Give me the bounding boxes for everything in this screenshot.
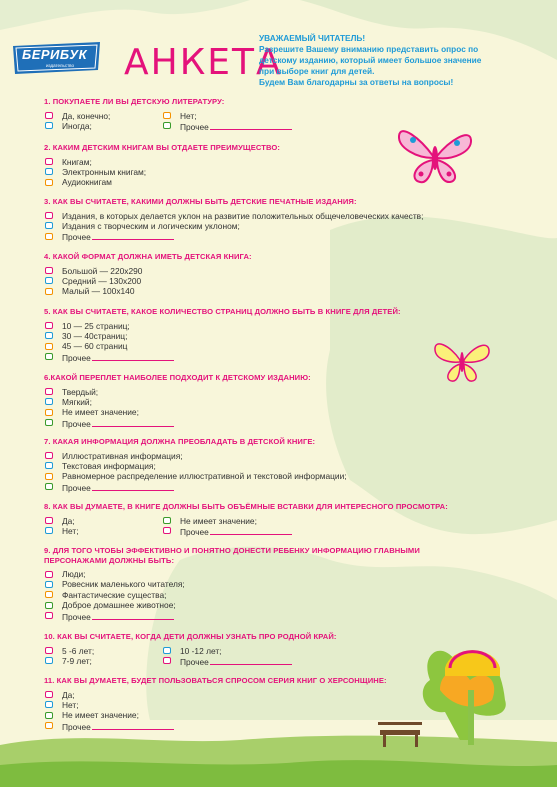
option-illustrative[interactable]: Иллюстративная информация;: [44, 451, 347, 461]
checkbox[interactable]: [45, 571, 53, 578]
option-10-12[interactable]: 10 -12 лет;: [162, 646, 292, 656]
option-hard[interactable]: Твердый;: [44, 387, 311, 397]
checkbox[interactable]: [45, 517, 53, 524]
checkbox[interactable]: [45, 712, 53, 719]
logo-text: БЕРИБУК: [22, 47, 88, 62]
checkbox[interactable]: [45, 332, 53, 339]
option-small[interactable]: Малый — 100х140: [44, 286, 252, 296]
checkbox[interactable]: [45, 322, 53, 329]
checkbox[interactable]: [45, 701, 53, 708]
option-no-matter[interactable]: Не имеет значение;: [44, 710, 387, 720]
checkbox[interactable]: [45, 353, 53, 360]
checkbox[interactable]: [45, 388, 53, 395]
greeting-line: детскому изданию, который имеет большое значение: [259, 55, 482, 65]
checkbox[interactable]: [45, 691, 53, 698]
checkbox[interactable]: [45, 343, 53, 350]
logo-subtitle: издательство: [46, 63, 74, 68]
checkbox[interactable]: [45, 473, 53, 480]
checkbox[interactable]: [45, 581, 53, 588]
option-yes[interactable]: Да;: [44, 516, 448, 526]
checkbox[interactable]: [45, 267, 53, 274]
question-text: 11. КАК ВЫ ДУМАЕТЕ, БУДЕТ ПОЛЬЗОВАТЬСЯ СПРОСОМ СЕРИЯ КНИГ О ХЕРСОНЩИНЕ:: [44, 676, 387, 685]
checkbox[interactable]: [45, 527, 53, 534]
option-other[interactable]: Прочее: [162, 121, 292, 132]
option-sometimes[interactable]: Иногда;: [44, 121, 224, 131]
butterfly-icon: [395, 118, 475, 190]
question-text: 6.КАКОЙ ПЕРЕПЛЕТ НАИБОЛЕЕ ПОДХОДИТ К ДЕТСКОМУ ИЗДАНИЮ:: [44, 373, 311, 382]
checkbox[interactable]: [45, 452, 53, 459]
greeting-line: Разрешите Вашему вниманию представить опрос по: [259, 44, 479, 54]
option-10-25[interactable]: 10 — 25 страниц;: [44, 321, 401, 331]
option-other[interactable]: Прочее: [162, 656, 292, 667]
option-other[interactable]: Прочее: [44, 231, 423, 242]
option-other[interactable]: Прочее: [162, 526, 292, 537]
checkbox[interactable]: [45, 647, 53, 654]
option-large[interactable]: Большой — 220х290: [44, 266, 252, 276]
publisher-logo: [10, 40, 103, 80]
option-ebooks[interactable]: Электронным книгам;: [44, 167, 280, 177]
checkbox[interactable]: [45, 158, 53, 165]
checkbox[interactable]: [45, 122, 53, 129]
checkbox[interactable]: [45, 179, 53, 186]
option-no[interactable]: Нет;: [44, 526, 448, 536]
other-answer-line[interactable]: [210, 121, 292, 130]
checkbox[interactable]: [45, 222, 53, 229]
checkbox[interactable]: [45, 462, 53, 469]
question-4: [44, 252, 252, 297]
checkbox[interactable]: [45, 602, 53, 609]
checkbox[interactable]: [163, 647, 171, 654]
checkbox[interactable]: [45, 233, 53, 240]
question-7: [44, 437, 347, 493]
option-creative-logical[interactable]: Издания с творческим и логическим уклоном;: [44, 221, 423, 231]
checkbox[interactable]: [45, 722, 53, 729]
question-text: 8. КАК ВЫ ДУМАЕТЕ, В КНИГЕ ДОЛЖНЫ БЫТЬ ОБЪЁМНЫЕ ВСТАВКИ ДЛЯ ИНТЕРЕСНОГО ПРОСМОТРА:: [44, 502, 448, 511]
question-text: 10. КАК ВЫ СЧИТАЕТЕ, КОГДА ДЕТИ ДОЛЖНЫ УЗНАТЬ ПРО РОДНОЙ КРАЙ:: [44, 632, 337, 641]
option-people[interactable]: Люди;: [44, 569, 484, 579]
other-answer-line[interactable]: [92, 231, 174, 240]
checkbox[interactable]: [45, 277, 53, 284]
option-books[interactable]: Книгам;: [44, 157, 280, 167]
option-other[interactable]: Прочее: [44, 482, 347, 493]
greeting-line: при выборе книг для детей.: [259, 66, 375, 76]
other-answer-line[interactable]: [92, 721, 174, 730]
option-pet[interactable]: Доброе домашнее животное;: [44, 600, 484, 610]
question-text: 5. КАК ВЫ СЧИТАЕТЕ, КАКОЕ КОЛИЧЕСТВО СТРАНИЦ ДОЛЖНО БЫТЬ В КНИГЕ ДЛЯ ДЕТЕЙ:: [44, 307, 401, 316]
other-answer-line[interactable]: [210, 526, 292, 535]
checkbox[interactable]: [163, 122, 171, 129]
checkbox[interactable]: [45, 591, 53, 598]
greeting-heading: УВАЖАЕМЫЙ ЧИТАТЕЛЬ!: [259, 33, 366, 43]
greeting-text: [259, 33, 549, 88]
question-text: 9. ДЛЯ ТОГО ЧТОБЫ ЭФФЕКТИВНО И ПОНЯТНО ДОНЕСТИ РЕБЕНКУ ИНФОРМАЦИЮ ГЛАВНЫМИ ПЕРСОНАЖАМИ ДОЛЖНЫ БЫТЬ:: [44, 546, 420, 565]
option-fantastic[interactable]: Фантастические существа;: [44, 590, 484, 600]
checkbox[interactable]: [45, 612, 53, 619]
question-10: [44, 632, 337, 666]
option-no[interactable]: Нет;: [44, 700, 387, 710]
option-no[interactable]: Нет;: [162, 111, 292, 121]
option-yes[interactable]: Да;: [44, 690, 387, 700]
checkbox[interactable]: [45, 112, 53, 119]
option-positive-qualities[interactable]: Издания, в которых делается уклон на развитие положительных общечеловеческих качеств;: [44, 211, 423, 221]
option-balanced[interactable]: Равномерное распределение иллюстративной и текстовой информации;: [44, 471, 347, 481]
checkbox[interactable]: [45, 212, 53, 219]
question-text: 3. КАК ВЫ СЧИТАЕТЕ, КАКИМИ ДОЛЖНЫ БЫТЬ ДЕТСКИЕ ПЕЧАТНЫЕ ИЗДАНИЯ:: [44, 197, 357, 206]
other-answer-line[interactable]: [92, 418, 174, 427]
option-medium[interactable]: Средний — 130х200: [44, 276, 252, 286]
option-other[interactable]: Прочее: [44, 611, 484, 622]
option-soft[interactable]: Мягкий;: [44, 397, 311, 407]
option-peer[interactable]: Ровесник маленького читателя;: [44, 579, 484, 589]
option-other[interactable]: Прочее: [44, 352, 401, 363]
checkbox[interactable]: [45, 483, 53, 490]
option-yes[interactable]: Да, конечно;: [44, 111, 224, 121]
checkbox[interactable]: [163, 517, 171, 524]
page-title: АНКЕТА: [124, 42, 283, 83]
option-no-matter[interactable]: Не имеет значение;: [44, 407, 311, 417]
question-text: 2. КАКИМ ДЕТСКИМ КНИГАМ ВЫ ОТДАЕТЕ ПРЕИМУЩЕСТВО:: [44, 143, 281, 152]
question-5: [44, 307, 401, 363]
other-answer-line[interactable]: [92, 611, 174, 620]
option-other[interactable]: Прочее: [44, 418, 311, 429]
greeting-line: Будем Вам благодарны за ответы на вопросы!: [259, 77, 454, 87]
question-text: 1. ПОКУПАЕТЕ ЛИ ВЫ ДЕТСКУЮ ЛИТЕРАТУРУ:: [44, 97, 225, 106]
option-text[interactable]: Текстовая информация;: [44, 461, 347, 471]
checkbox[interactable]: [45, 409, 53, 416]
option-5-6[interactable]: 5 -6 лет;: [44, 646, 337, 656]
checkbox[interactable]: [45, 419, 53, 426]
question-1: [44, 97, 224, 131]
option-no-matter[interactable]: Не имеет значение;: [162, 516, 292, 526]
question-text: 7. КАКАЯ ИНФОРМАЦИЯ ДОЛЖНА ПРЕОБЛАДАТЬ В ДЕТСКОЙ КНИГЕ:: [44, 437, 316, 446]
question-9: [44, 546, 484, 622]
option-7-9[interactable]: 7-9 лет;: [44, 656, 337, 666]
small-butterfly-icon: [430, 330, 494, 390]
checkbox[interactable]: [45, 288, 53, 295]
question-11: [44, 676, 387, 732]
question-8: [44, 502, 448, 536]
option-30-40[interactable]: 30 — 40страниц;: [44, 331, 401, 341]
other-answer-line[interactable]: [92, 482, 174, 491]
question-2: [44, 143, 280, 188]
option-45-60[interactable]: 45 — 60 страниц: [44, 341, 401, 351]
other-answer-line[interactable]: [92, 352, 174, 361]
question-text: 4. КАКОЙ ФОРМАТ ДОЛЖНА ИМЕТЬ ДЕТСКАЯ КНИГА:: [44, 252, 252, 261]
question-6: [44, 373, 311, 429]
question-3: [44, 197, 423, 243]
checkbox[interactable]: [163, 657, 171, 664]
checkbox[interactable]: [163, 112, 171, 119]
option-audiobooks[interactable]: Аудиокнигам: [44, 177, 280, 187]
checkbox[interactable]: [163, 527, 171, 534]
option-other[interactable]: Прочее: [44, 721, 387, 732]
other-answer-line[interactable]: [210, 656, 292, 665]
checkbox[interactable]: [45, 657, 53, 664]
checkbox[interactable]: [45, 398, 53, 405]
checkbox[interactable]: [45, 168, 53, 175]
